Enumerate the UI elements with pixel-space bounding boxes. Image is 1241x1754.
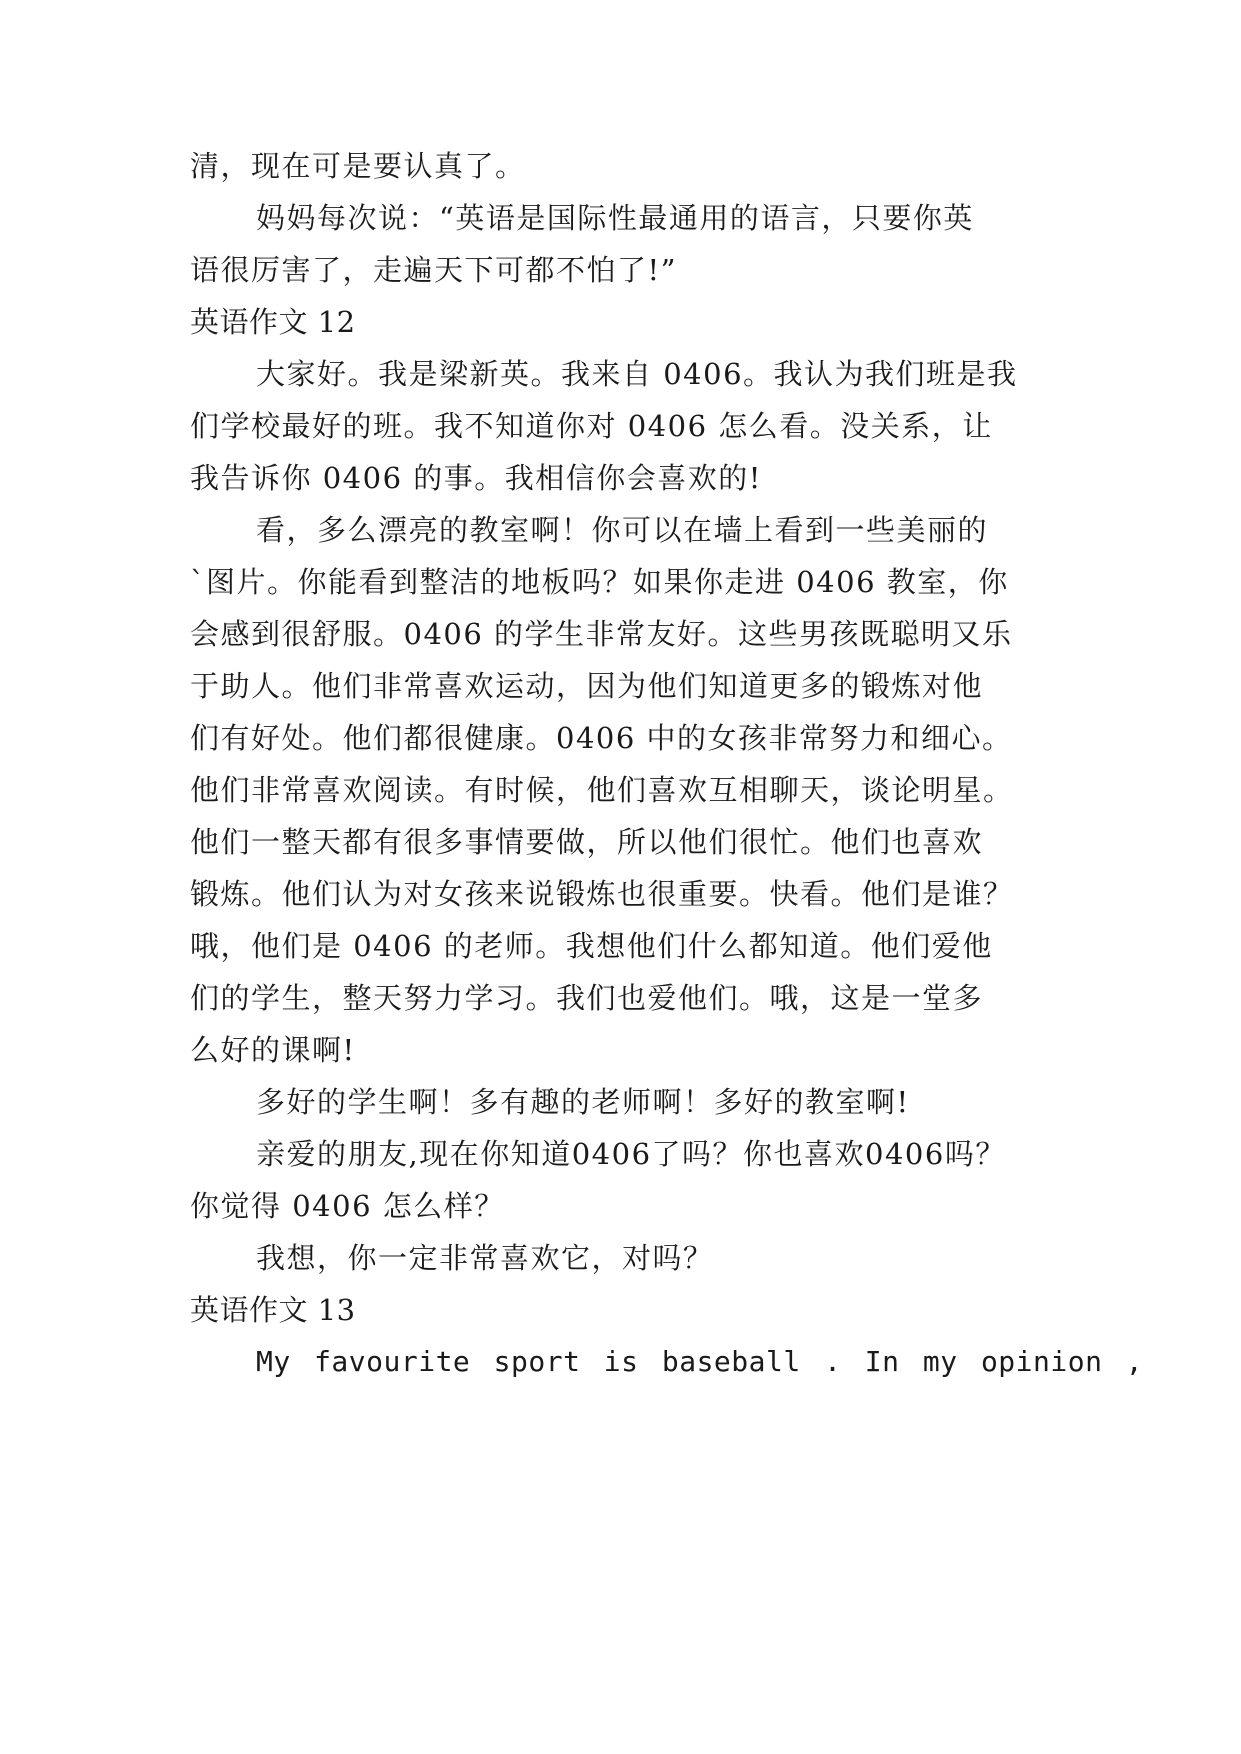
text-line: `图片。你能看到整洁的地板吗？如果你走进 0406 教室，你	[190, 565, 1009, 599]
paragraph-first-line: 看，多么漂亮的教室啊！你可以在墙上看到一些美丽的	[256, 513, 989, 547]
text-line: 锻炼。他们认为对女孩来说锻炼也很重要。快看。他们是谁？	[190, 877, 1014, 911]
text-line: 哦，他们是 0406 的老师。我想他们什么都知道。他们爱他	[190, 929, 993, 963]
paragraph-first-line-english: My favourite sport is baseball . In my opinion ,	[256, 1345, 1144, 1378]
text-line: 们学校最好的班。我不知道你对 0406 怎么看。没关系，让	[190, 409, 993, 443]
paragraph-first-line: 多好的学生啊！多有趣的老师啊！多好的教室啊!	[256, 1085, 910, 1119]
text-line: 于助人。他们非常喜欢运动，因为他们知道更多的锻炼对他	[190, 669, 984, 703]
text-line: 你觉得 0406 怎么样？	[190, 1189, 505, 1223]
text-line: 们的学生，整天努力学习。我们也爱他们。哦，这是一堂多	[190, 981, 984, 1015]
text-line: 会感到很舒服。0406 的学生非常友好。这些男孩既聪明又乐	[190, 617, 1013, 651]
text-line: 他们非常喜欢阅读。有时候，他们喜欢互相聊天，谈论明星。	[190, 773, 1014, 807]
section-heading: 英语作文 13	[190, 1293, 356, 1327]
paragraph-first-line: 我想，你一定非常喜欢它，对吗？	[256, 1241, 714, 1275]
paragraph-first-line: 亲爱的朋友,现在你知道0406了吗？你也喜欢0406吗？	[256, 1137, 1006, 1171]
text-line: 他们一整天都有很多事情要做，所以他们很忙。他们也喜欢	[190, 825, 984, 859]
text-line: 么好的课啊!	[190, 1033, 356, 1067]
text-line: 们有好处。他们都很健康。0406 中的女孩非常努力和细心。	[190, 721, 1013, 755]
text-line: 语很厉害了，走遍天下可都不怕了!”	[190, 253, 677, 287]
text-line: 清，现在可是要认真了。	[190, 149, 526, 183]
section-heading: 英语作文 12	[190, 305, 356, 339]
paragraph-first-line: 妈妈每次说：“英语是国际性最通用的语言，只要你英	[256, 201, 974, 235]
paragraph-first-line: 大家好。我是梁新英。我来自 0406。我认为我们班是我	[256, 357, 1018, 391]
text-line: 我告诉你 0406 的事。我相信你会喜欢的!	[190, 461, 762, 495]
